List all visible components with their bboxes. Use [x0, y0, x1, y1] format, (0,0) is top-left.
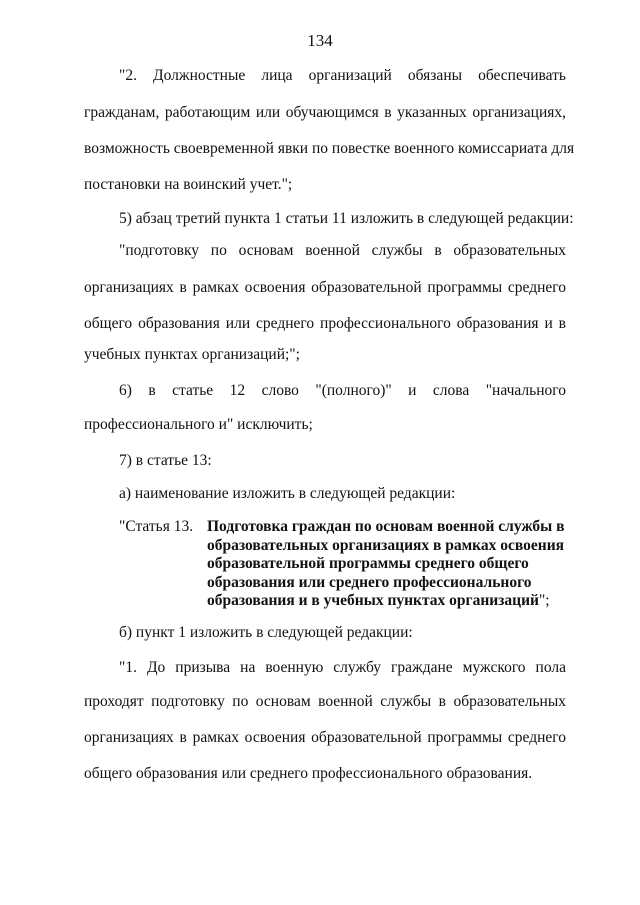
quote-3-line-3: организациях в рамках освоения образовательной программы среднего [84, 729, 566, 746]
item-6-line-1: 6) в статье 12 слово "(полного)" и слова "начального [119, 382, 566, 399]
article-title-block [207, 518, 567, 611]
quote-3-line-4: общего образования или среднего профессионального образования. [84, 765, 533, 782]
paragraph-2-line-2: гражданам, работающим или обучающимся в указанных организациях, [84, 104, 566, 121]
item-5: 5) абзац третий пункта 1 статьи 11 изложить в следующей редакции: [119, 210, 574, 227]
quote-1-line-1: "подготовку по основам военной службы в образовательных [119, 242, 566, 259]
article-title-tail: "; [538, 592, 550, 609]
article-title: Подготовка граждан по основам военной службы в образовательных организациях в рамках освоения образовательной программы среднего общего образования или среднего профессионального образования и в учебных пунктах организаций [207, 518, 565, 609]
quote-1-line-2: организациях в рамках освоения образовательной программы среднего [84, 279, 566, 296]
quote-1-line-4: учебных пунктах организаций;"; [84, 346, 300, 363]
quote-3-line-2: проходят подготовку по основам военной службы в образовательных [84, 693, 566, 710]
article-label: "Статья 13. [119, 518, 194, 535]
item-a: а) наименование изложить в следующей редакции: [119, 485, 456, 502]
item-6-line-2: профессионального и" исключить; [84, 416, 313, 433]
quote-3-line-1: "1. До призыва на военную службу граждане мужского пола [119, 659, 566, 676]
quote-1-line-3: общего образования или среднего профессионального образования и в [84, 315, 566, 332]
paragraph-2-line-1: "2. Должностные лица организаций обязаны обеспечивать [119, 67, 566, 84]
paragraph-2-line-4: постановки на воинский учет."; [84, 176, 293, 193]
item-7: 7) в статье 13: [119, 452, 212, 469]
paragraph-2-line-3: возможность своевременной явки по повестке военного комиссариата для [84, 140, 575, 157]
page-number: 134 [307, 31, 333, 50]
item-b: б) пункт 1 изложить в следующей редакции: [119, 624, 413, 641]
